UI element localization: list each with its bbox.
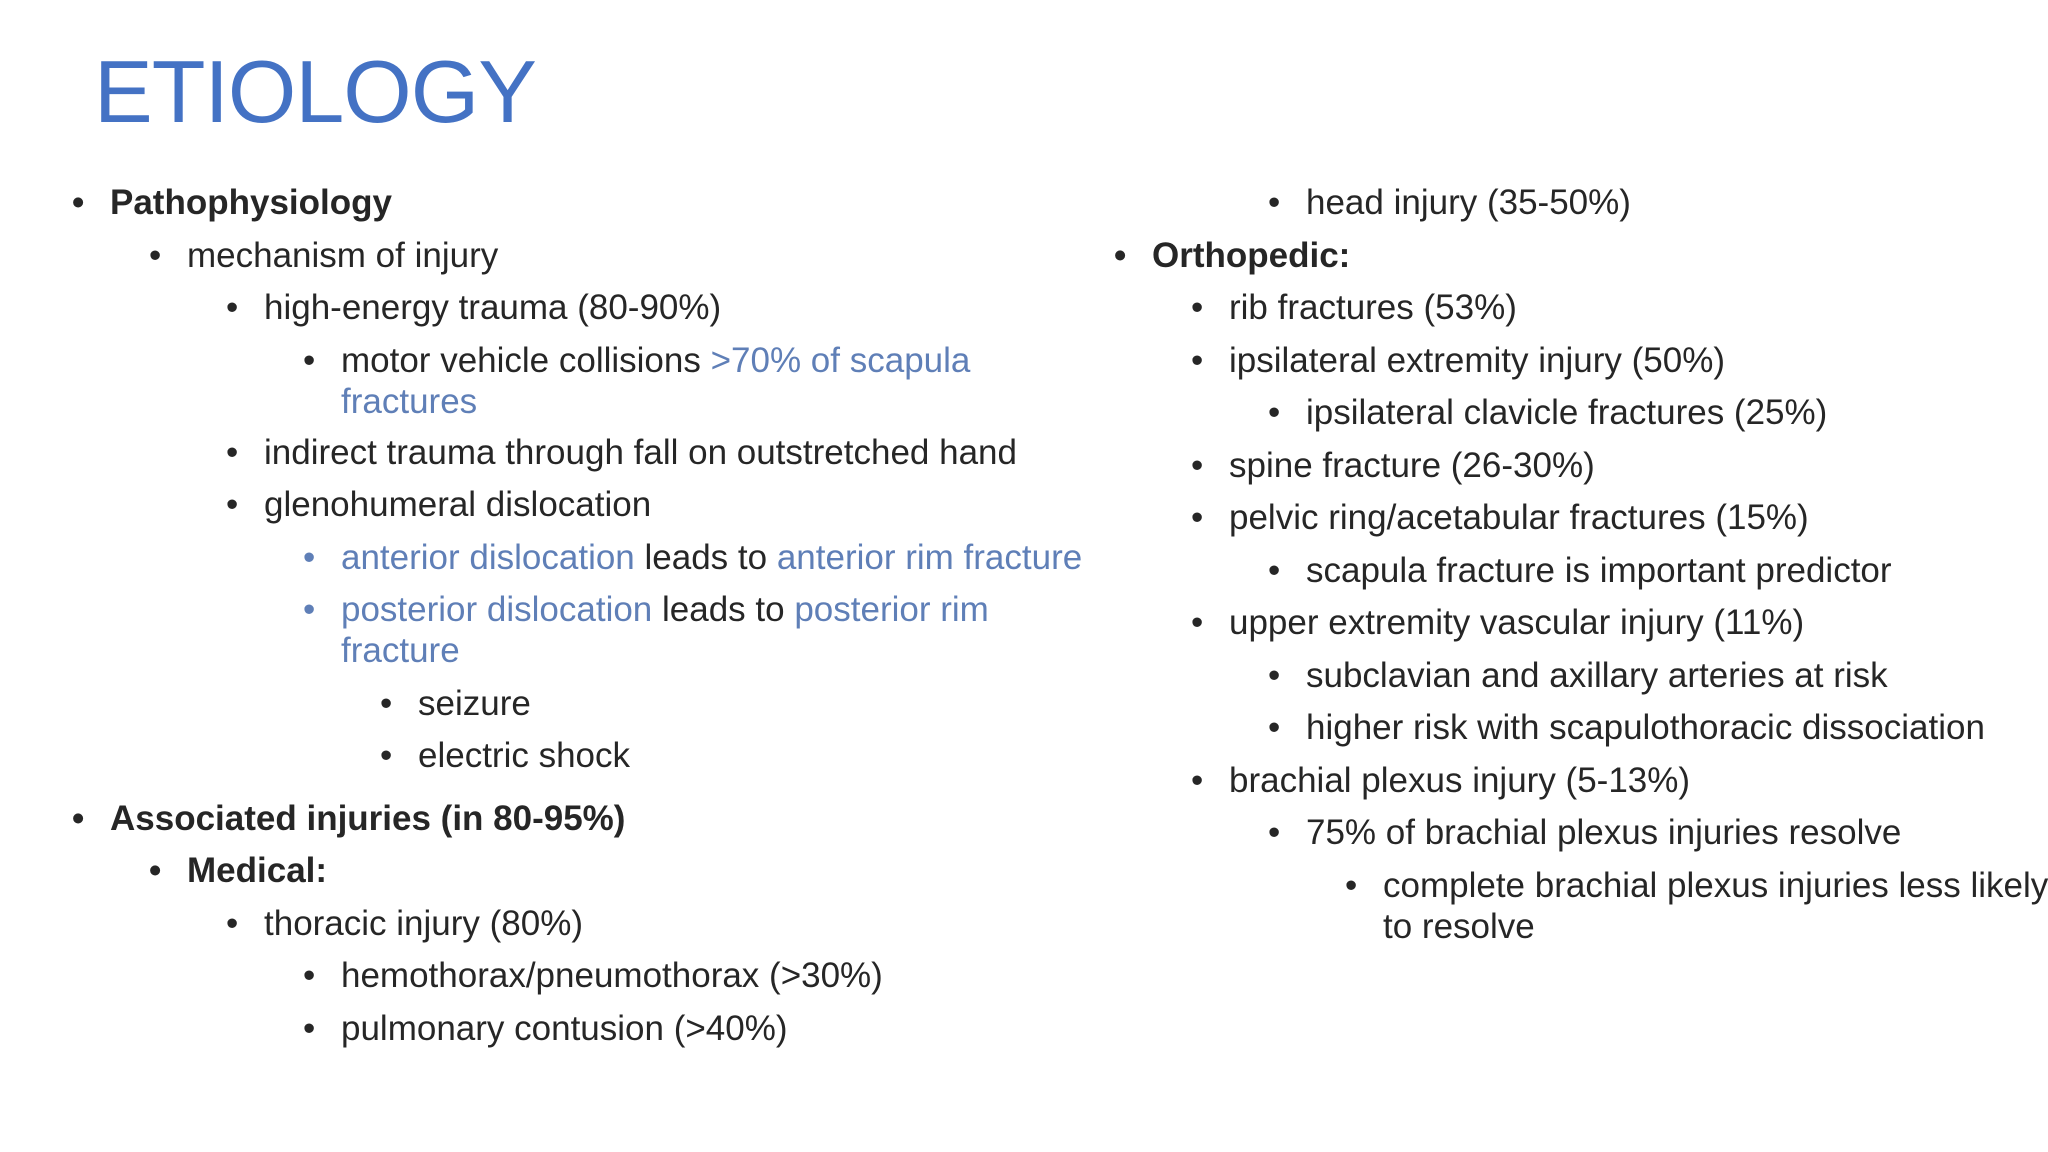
bullet-icon: • bbox=[226, 433, 239, 472]
list-item-seizure: • seizure bbox=[380, 684, 531, 723]
bullet-icon: • bbox=[303, 956, 316, 995]
list-item-ipsilateral-extremity: • ipsilateral extremity injury (50%) bbox=[1191, 341, 1725, 380]
list-item-complete-plexus: • complete brachial plexus injuries less likely bbox=[1345, 866, 2048, 905]
bullet-icon: • bbox=[1268, 708, 1281, 747]
list-item-rib: • rib fractures (53%) bbox=[1191, 288, 1517, 327]
bullet-icon: • bbox=[303, 538, 316, 577]
bullet-icon: • bbox=[380, 736, 393, 775]
list-item-complete-plexus-continued: to resolve bbox=[1383, 907, 1535, 946]
list-item-medical: • Medical: bbox=[149, 851, 328, 890]
bullet-icon: • bbox=[1268, 551, 1281, 590]
bullet-icon: • bbox=[1191, 498, 1204, 537]
list-item-orthopedic: • Orthopedic: bbox=[1114, 236, 1351, 275]
bullet-icon: • bbox=[149, 851, 162, 890]
list-item-higher-risk: • higher risk with scapulothoracic dissociation bbox=[1268, 708, 1985, 747]
bullet-icon: • bbox=[303, 590, 316, 629]
bullet-icon: • bbox=[1191, 288, 1204, 327]
list-item-indirect: • indirect trauma through fall on outstretched hand bbox=[226, 433, 1017, 472]
bullet-icon: • bbox=[226, 904, 239, 943]
bullet-icon: • bbox=[226, 485, 239, 524]
bullet-icon: • bbox=[380, 684, 393, 723]
list-item-associated: • Associated injuries (in 80-95%) bbox=[72, 799, 626, 838]
bullet-icon: • bbox=[303, 1009, 316, 1048]
bullet-icon: • bbox=[1268, 393, 1281, 432]
list-item-clavicle: • ipsilateral clavicle fractures (25%) bbox=[1268, 393, 1828, 432]
bullet-icon: • bbox=[149, 236, 162, 275]
bullet-icon: • bbox=[303, 341, 316, 380]
bullet-icon: • bbox=[1268, 656, 1281, 695]
posterior-rim-fracture-link-continued[interactable]: fracture bbox=[341, 631, 460, 670]
list-item-head-injury: • head injury (35-50%) bbox=[1268, 183, 1631, 222]
mvc-link[interactable]: >70% of scapula bbox=[710, 341, 971, 380]
list-item-plexus: • brachial plexus injury (5-13%) bbox=[1191, 761, 1691, 800]
bullet-icon: • bbox=[1191, 761, 1204, 800]
list-item-high-energy: • high-energy trauma (80-90%) bbox=[226, 288, 722, 327]
bullet-icon: • bbox=[1191, 446, 1204, 485]
anterior-dislocation-link[interactable]: anterior dislocation bbox=[341, 538, 635, 577]
bullet-icon: • bbox=[1191, 603, 1204, 642]
list-item-mvc: • motor vehicle collisions >70% of scapula bbox=[303, 341, 971, 380]
bullet-icon: • bbox=[72, 183, 85, 222]
list-item-posterior: • posterior dislocation leads to posterior rim bbox=[303, 590, 989, 629]
slide-title: ETIOLOGY bbox=[94, 42, 536, 141]
list-item-subclavian: • subclavian and axillary arteries at risk bbox=[1268, 656, 1888, 695]
list-item-electric-shock: • electric shock bbox=[380, 736, 631, 775]
list-item-gh-dislocation: • glenohumeral dislocation bbox=[226, 485, 652, 524]
list-item-pulmonary: • pulmonary contusion (>40%) bbox=[303, 1009, 788, 1048]
posterior-dislocation-link[interactable]: posterior dislocation bbox=[341, 590, 653, 629]
list-item-pelvic: • pelvic ring/acetabular fractures (15%) bbox=[1191, 498, 1809, 537]
bullet-icon: • bbox=[72, 799, 85, 838]
bullet-icon: • bbox=[226, 288, 239, 327]
mvc-link-continued[interactable]: fractures bbox=[341, 382, 478, 421]
list-item-anterior: • anterior dislocation leads to anterior rim fracture bbox=[303, 538, 1083, 577]
list-item-resolve75: • 75% of brachial plexus injuries resolve bbox=[1268, 813, 1902, 852]
list-item-pathophysiology: • Pathophysiology bbox=[72, 183, 392, 222]
list-item-spine: • spine fracture (26-30%) bbox=[1191, 446, 1595, 485]
list-item-mechanism: • mechanism of injury bbox=[149, 236, 499, 275]
bullet-icon: • bbox=[1114, 236, 1127, 275]
list-item-thoracic: • thoracic injury (80%) bbox=[226, 904, 583, 943]
posterior-rim-fracture-link[interactable]: posterior rim bbox=[794, 590, 989, 629]
bullet-icon: • bbox=[1191, 341, 1204, 380]
list-item-hemothorax: • hemothorax/pneumothorax (>30%) bbox=[303, 956, 883, 995]
list-item-vascular: • upper extremity vascular injury (11%) bbox=[1191, 603, 1805, 642]
anterior-rim-fracture-link[interactable]: anterior rim fracture bbox=[776, 538, 1083, 577]
list-item-scapula-predictor: • scapula fracture is important predictor bbox=[1268, 551, 1892, 590]
bullet-icon: • bbox=[1345, 866, 1358, 905]
bullet-icon: • bbox=[1268, 813, 1281, 852]
bullet-icon: • bbox=[1268, 183, 1281, 222]
